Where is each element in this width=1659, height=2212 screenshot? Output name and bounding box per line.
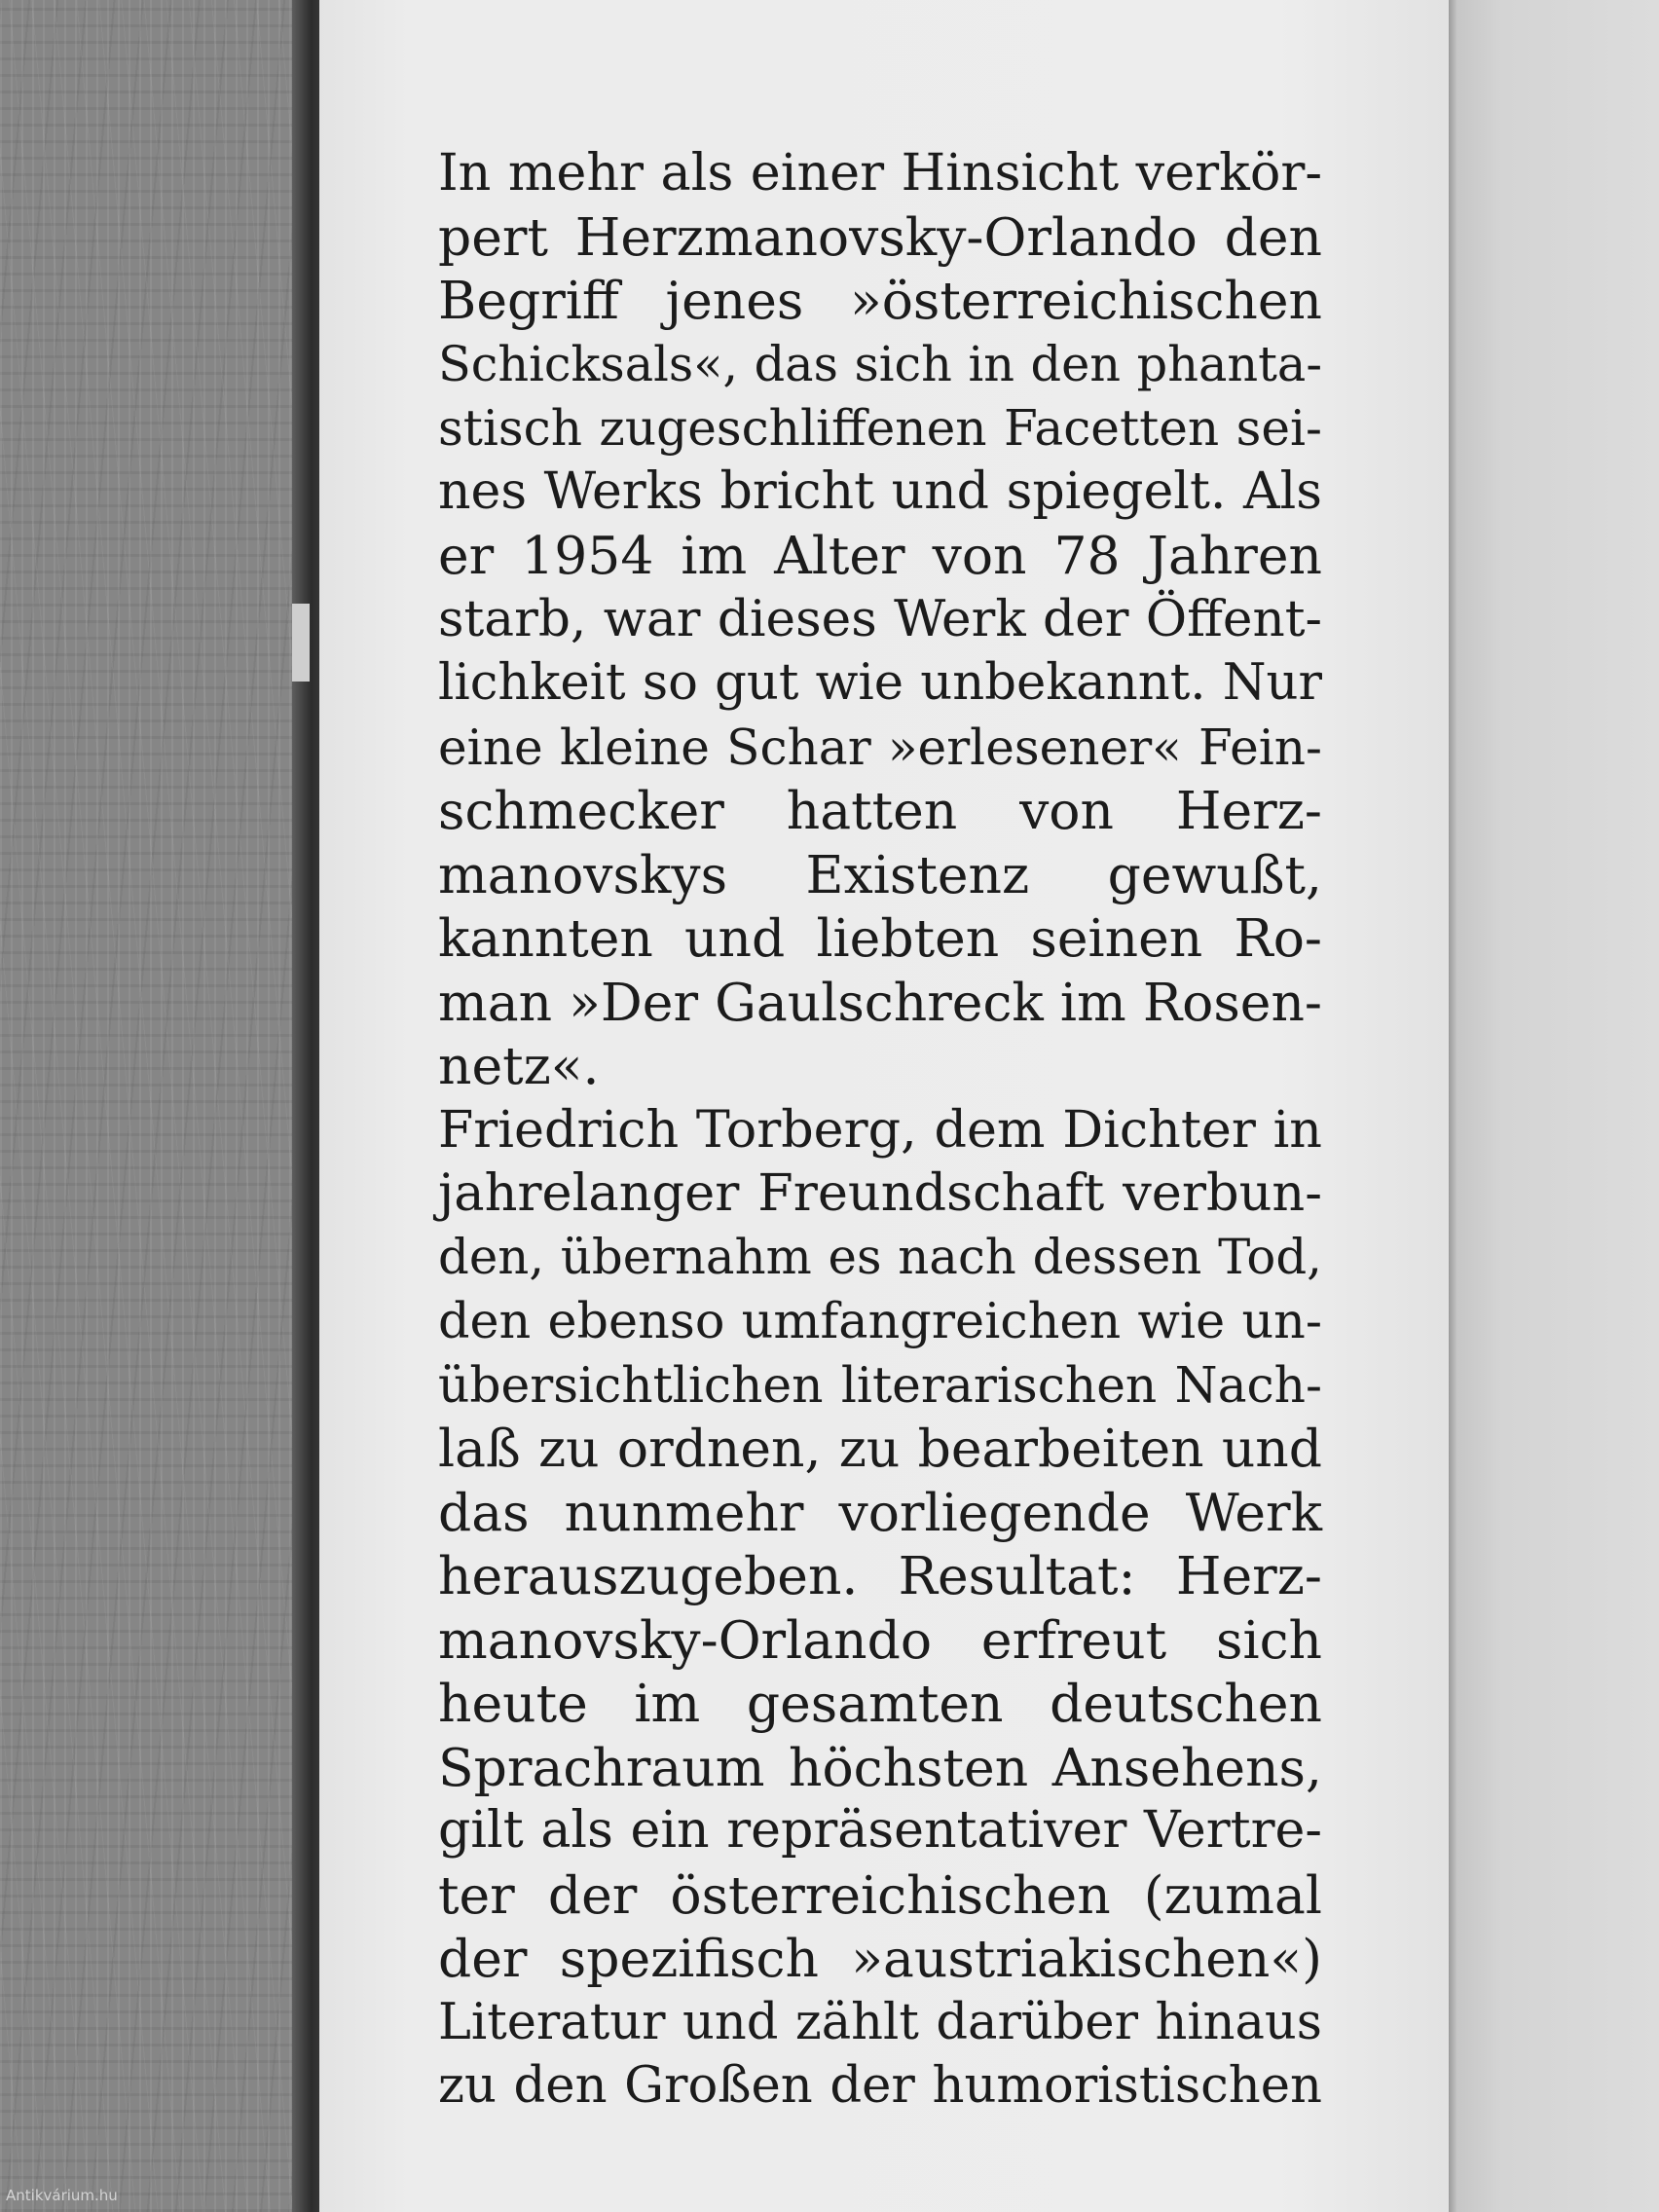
watermark: Antikvárium.hu [6, 2187, 118, 2204]
text-line: pert Herzmanovsky-Orlando den [438, 205, 1322, 268]
blurb-text [438, 141, 1322, 2119]
text-line: das nunmehr vorliegende Werk [438, 1481, 1322, 1543]
text-line: manovskys Existenz gewußt, [438, 843, 1322, 905]
page-edge [292, 604, 310, 682]
text-line: heute im gesamten deutschen [438, 1673, 1322, 1734]
text-line: den ebenso umfangreichen wie un- [438, 1292, 1322, 1349]
text-line: ter der österreichischen (zumal [438, 1863, 1322, 1926]
adjacent-page [1449, 0, 1659, 2212]
book-cover-texture [0, 0, 310, 2212]
text-line: man »Der Gaulschreck im Rosen- [438, 971, 1322, 1033]
text-line: Literatur und zählt darüber hinaus [438, 1993, 1322, 2051]
text-line: schmecker hatten von Herz- [438, 780, 1322, 841]
text-line: laß zu ordnen, zu bearbeiten und [438, 1418, 1322, 1479]
text-line: stisch zugeschliffenen Facetten sei- [438, 399, 1322, 457]
text-line: lichkeit so gut wie unbekannt. Nur [438, 653, 1322, 712]
text-line: Schicksals«, das sich in den phanta- [438, 335, 1322, 392]
text-line: Sprachraum höchsten Ansehens, [438, 1736, 1322, 1798]
text-line: Friedrich Torberg, dem Dichter in [438, 1099, 1322, 1160]
text-line: manovsky-Orlando erfreut sich [438, 1608, 1322, 1671]
text-line: eine kleine Schar »erlesener« Fein- [438, 718, 1322, 776]
text-line: netz«. [438, 1035, 600, 1096]
text-line: starb, war dieses Werk der Öffent- [438, 589, 1322, 648]
text-line: Begriff jenes »österreichischen [438, 270, 1322, 331]
text-line: jahrelanger Freundschaft verbun- [438, 1163, 1322, 1223]
text-line: nes Werks bricht und spiegelt. Als [438, 461, 1322, 521]
text-line: er 1954 im Alter von 78 Jahren [438, 525, 1322, 586]
text-line: übersichtlichen literarischen Nach- [438, 1355, 1322, 1414]
text-line: zu den Großen der humoristischen [438, 2056, 1322, 2115]
text-line: kannten und liebten seinen Ro- [438, 907, 1322, 969]
text-line: In mehr als einer Hinsicht verkör- [438, 143, 1322, 203]
text-line: den, übernahm es nach dessen Tod, [438, 1228, 1322, 1285]
text-line: der spezifisch »austriakischen«) [438, 1928, 1322, 1989]
text-line: herauszugeben. Resultat: Herz- [438, 1545, 1322, 1606]
text-line: gilt als ein repräsentativer Vertre- [438, 1801, 1322, 1860]
